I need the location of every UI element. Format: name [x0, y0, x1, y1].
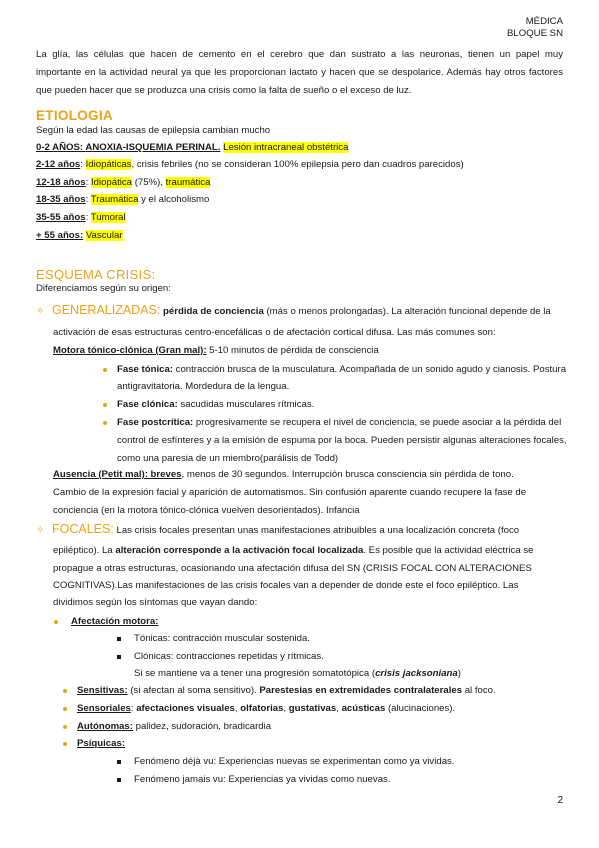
cause-highlight: Idiopáticas [85, 159, 132, 170]
body-text: , [283, 703, 289, 714]
motora-line [53, 345, 563, 357]
intro-line-2: importante en la actividad neural ya que les proporcionan lactato y hacen que se despolarice. Además hay otros factores [36, 67, 563, 78]
focales-line-5: dividimos según los síntomas que vayan dando: [53, 597, 258, 608]
intro-line-3: que pueden hacer que se produzca una crisis como la falta de sueño o el exceso de luz. [36, 85, 412, 96]
etiologia-row-55-plus [36, 230, 563, 242]
square-bullet-icon [117, 655, 121, 659]
deja-vu-line: Fenómeno déjà vu: Experiencias nuevas se experimentan como ya vividas. [134, 756, 455, 767]
jamais-vu-line: Fenómeno jamais vu: Experiencias ya vividas como nuevas. [134, 774, 391, 785]
body-text: Las crisis focales presentan unas manifestaciones atribuibles a una localización concreta (foco [113, 525, 520, 536]
generalizadas-heading: GENERALIZADAS: [52, 303, 161, 317]
square-bullet-icon [117, 760, 121, 764]
ausencia-line-1 [53, 469, 563, 481]
somatotopica-line [134, 668, 563, 680]
generalizadas-line-1 [36, 303, 563, 319]
etiologia-row-35-55 [36, 212, 563, 224]
bullet-icon [63, 742, 67, 746]
intro-line-1: La glía, las células que hacen de cemento en el cerebro que dan sustrato a las neuronas, tienen un papel muy [36, 49, 563, 60]
bold-text: pérdida de conciencia [160, 306, 264, 317]
cause-text: y el alcoholismo [138, 194, 210, 205]
clonicas-line: Clónicas: contracciones repetidas y rítmicas. [134, 651, 324, 662]
focales-line-3: propague a otras estructuras, ocasionando una afectación difusa del SN (CRISIS FOCAL CON ALTERACIONES [53, 563, 532, 574]
body-text: contracción brusca de la musculatura. Acompañada de un sonido agudo y cianosis. Postura [172, 364, 567, 375]
body-text: Si se mantiene va a tener una progresión somatotópica ( [134, 668, 376, 679]
separator: : [80, 159, 86, 170]
generalizadas-line-2: activación de esas estructuras centro-encefálicas o de afectación cortical difusa. Las más comunes son: [53, 327, 496, 338]
body-text: al foco. [462, 685, 496, 696]
fase-postcritica-line-2: control de esfínteres y a la emisión de espuma por la boca. Pueden persistir algunas alteraciones focales, [117, 435, 567, 446]
etiologia-row-2-12 [36, 159, 563, 171]
cause-highlight: Idiopática [90, 177, 133, 188]
bold-text: afectaciones visuales [136, 703, 235, 714]
etiologia-row-12-18 [36, 177, 563, 189]
etiologia-subtitle: Según la edad las causas de epilepsia cambian mucho [36, 125, 271, 136]
body-text: , menos de 30 segundos. Interrupción brusca consciencia sin pérdida de tono. [181, 469, 514, 480]
ausencia-label: Ausencia (Petit mal): breves [53, 469, 182, 480]
focales-line-1 [36, 522, 563, 538]
ausencia-line-3: conciencia (en la motora tónico-clónica vuelven desorientados). Infancia [53, 505, 360, 516]
sensoriales-line [77, 703, 563, 715]
bold-text: olfatorias [240, 703, 284, 714]
psiquicas-label [77, 738, 563, 750]
body-text: . Es posible que la actividad eléctrica se [363, 545, 534, 556]
body-text: : [130, 703, 137, 714]
square-bullet-icon [117, 778, 121, 782]
body-text: ) [457, 668, 461, 679]
header-line-1: MÉDICA [525, 16, 563, 27]
bold-text: Parestesias en extremidades contralaterales [259, 685, 463, 696]
etiologia-row-0-2 [36, 142, 563, 154]
cause-text: , crisis febriles (no se consideran 100% epilepsia pero dan cuadros parecidos) [131, 159, 464, 170]
page-number: 2 [557, 795, 563, 806]
age-label: 18-35 años [36, 194, 86, 205]
diamond-bullet-icon: ✧ [36, 525, 45, 536]
body-text: (más o menos prolongadas). La alteración funcional depende de la [263, 306, 551, 317]
cause-highlight: traumática [165, 177, 211, 188]
ausencia-line-2: Cambio de la expresión facial y aparición de automatismos. Sin confusión aparente cuando recupere la fase de [53, 487, 527, 498]
autonomas-line [77, 721, 563, 733]
bullet-icon [63, 725, 67, 729]
body-text: (alucinaciones). [385, 703, 456, 714]
bold-text: Fase clónica: [117, 399, 178, 410]
focales-line-2 [53, 545, 563, 557]
focales-heading: FOCALES: [52, 522, 114, 536]
bold-text: Fase tónica: [117, 364, 173, 375]
body-text: palidez, sudoración, bradicardia [132, 721, 272, 732]
fase-clonica-line [117, 399, 563, 411]
bold-text: alteración corresponde a la activación focal localizada [115, 545, 364, 556]
tonicas-line: Tónicas: contracción muscular sostenida. [134, 633, 310, 644]
bold-text: gustativas [288, 703, 337, 714]
age-label: 2-12 años [36, 159, 81, 170]
afectacion-motora-label [71, 616, 563, 628]
fase-postcritica-line-1 [117, 417, 563, 429]
sensitivas-line [77, 685, 563, 697]
body-text: sacudidas musculares rítmicas. [177, 399, 315, 410]
motora-label: Motora tónico-clónica (Gran mal): [53, 345, 207, 356]
cause-text: (75%), [132, 177, 166, 188]
bold-text: acústicas [341, 703, 386, 714]
cause-highlight: Lesión intracraneal obstétrica [223, 142, 349, 153]
etiologia-title: ETIOLOGIA [36, 108, 113, 123]
body-text: epiléptico). La [53, 545, 116, 556]
bold-text: Fase postcrítica: [117, 417, 194, 428]
cause-highlight: Vascular [85, 230, 123, 241]
esquema-subtitle: Diferenciamos según su origen: [36, 283, 171, 294]
bullet-icon [54, 620, 58, 624]
age-label: 0-2 AÑOS: ANOXIA-ISQUEMIA PERINAL. [36, 142, 221, 153]
bold-underlined-text: Afectación motora: [71, 616, 159, 627]
body-text: , [336, 703, 342, 714]
body-text: progresivamente se recupera el nivel de conciencia, se puede asociar a la pérdida del [193, 417, 562, 428]
square-bullet-icon [117, 637, 121, 641]
bold-underlined-text: Psíquicas: [77, 738, 125, 749]
bold-underlined-text: Sensitivas: [77, 685, 128, 696]
bullet-icon [63, 707, 67, 711]
fase-tonica-line-1 [117, 364, 567, 376]
bold-underlined-text: Sensoriales [77, 703, 131, 714]
esquema-title: ESQUEMA CRISIS: [36, 267, 156, 282]
bullet-icon [103, 403, 107, 407]
bold-italic-text: crisis jacksoniana [375, 668, 458, 679]
body-text: 5-10 minutos de pérdida de consciencia [206, 345, 379, 356]
page-header [507, 16, 563, 40]
separator: : [85, 212, 91, 223]
header-line-2: BLOQUE SN [507, 28, 563, 39]
body-text: , [234, 703, 241, 714]
bullet-icon [103, 368, 107, 372]
age-label: 12-18 años [36, 177, 86, 188]
separator: : [85, 194, 91, 205]
focales-line-4: COGNITIVAS).Las manifestaciones de las crisis focales van a depender de donde este el foco epiléptico. Las [53, 580, 519, 591]
age-label: + 55 años: [36, 230, 84, 241]
fase-postcritica-line-3: como una paresia de un miembro(parálisis de Todd) [117, 453, 339, 464]
bullet-icon [103, 421, 107, 425]
age-label: 35-55 años [36, 212, 86, 223]
cause-highlight: Traumática [90, 194, 139, 205]
separator: : [85, 177, 91, 188]
etiologia-row-18-35 [36, 194, 563, 206]
bold-underlined-text: Autónomas: [77, 721, 133, 732]
fase-tonica-line-2: antigravitatoria. Mordedura de la lengua. [117, 381, 290, 392]
bullet-icon [63, 689, 67, 693]
cause-highlight: Tumoral [90, 212, 126, 223]
body-text: (si afectan al soma sensitivo). [127, 685, 260, 696]
diamond-bullet-icon: ✧ [36, 306, 45, 317]
